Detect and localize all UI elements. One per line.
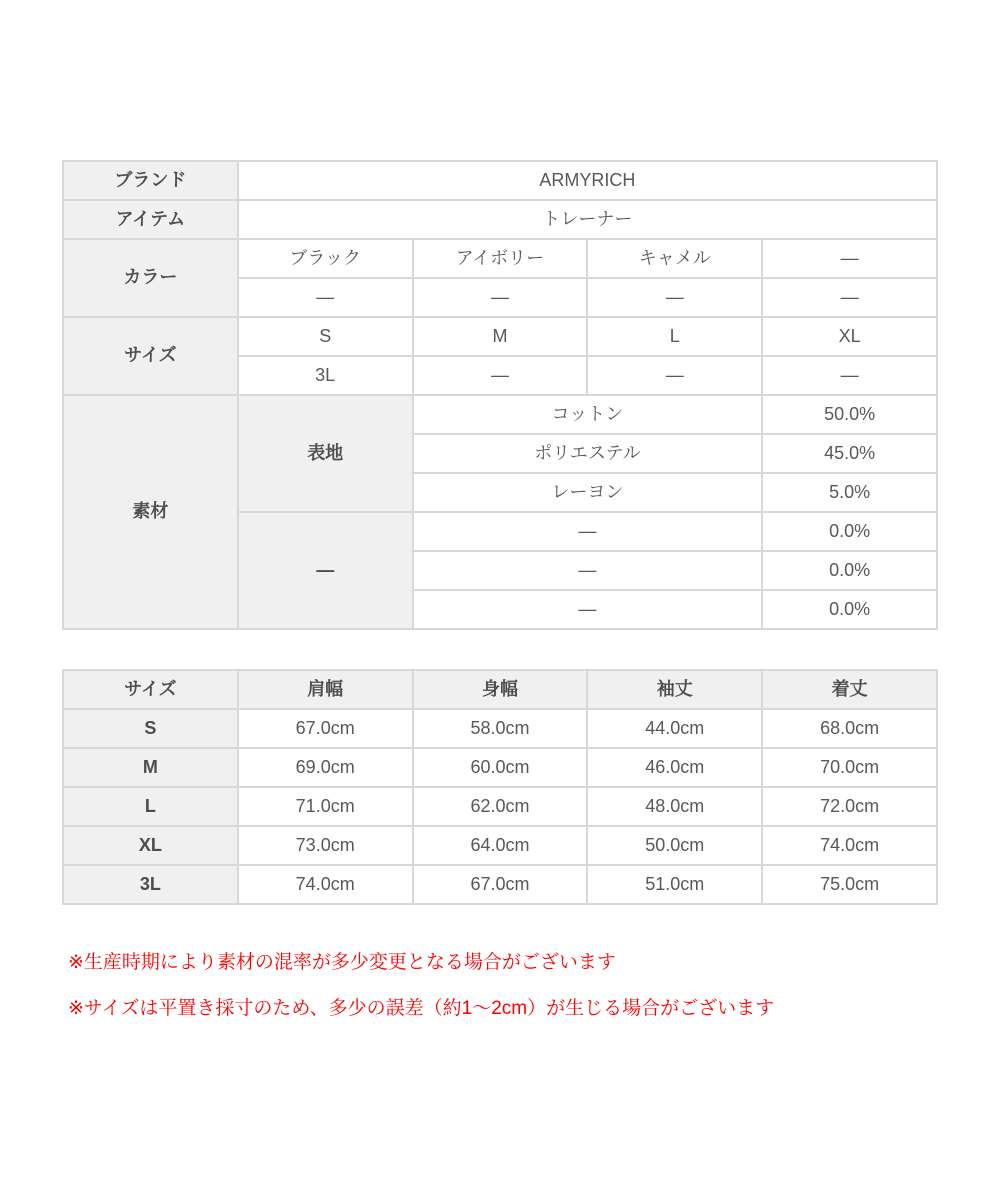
- measurement-cell: 51.0cm: [587, 865, 762, 904]
- measurement-cell: 71.0cm: [238, 787, 413, 826]
- product-spec-table: [62, 160, 938, 630]
- material-label-cell: 素材: [63, 395, 238, 629]
- table-row: [63, 709, 937, 748]
- measurement-cell: 50.0cm: [587, 826, 762, 865]
- color-option-cell: ブラック: [238, 239, 413, 278]
- material-percent-cell: 50.0%: [762, 395, 937, 434]
- disclaimer-notes: [62, 952, 938, 1021]
- size-name-cell: M: [63, 748, 238, 787]
- material-percent-cell: 0.0%: [762, 590, 937, 629]
- measurement-cell: 60.0cm: [413, 748, 588, 787]
- measurement-cell: 68.0cm: [762, 709, 937, 748]
- table-row: [63, 787, 937, 826]
- color-option-cell: —: [413, 278, 588, 317]
- color-option-cell: アイボリー: [413, 239, 588, 278]
- measurement-cell: 44.0cm: [587, 709, 762, 748]
- size-option-cell: —: [587, 356, 762, 395]
- table-row: [63, 748, 937, 787]
- color-option-cell: —: [587, 278, 762, 317]
- size-option-cell: 3L: [238, 356, 413, 395]
- product-spec-section: [62, 160, 938, 1044]
- material-percent-cell: 5.0%: [762, 473, 937, 512]
- size-name-cell: L: [63, 787, 238, 826]
- table-row: [63, 200, 937, 239]
- size-chart-header-cell: 着丈: [762, 670, 937, 709]
- measurement-cell: 74.0cm: [762, 826, 937, 865]
- material-name-cell: —: [413, 590, 763, 629]
- brand-label-cell: ブランド: [63, 161, 238, 200]
- note-material-variance: ※生産時期により素材の混率が多少変更となる場合がございます: [68, 952, 616, 973]
- table-row: [63, 865, 937, 904]
- material-percent-cell: 0.0%: [762, 512, 937, 551]
- material-name-cell: コットン: [413, 395, 763, 434]
- item-label-cell: アイテム: [63, 200, 238, 239]
- size-option-cell: M: [413, 317, 588, 356]
- brand-value-cell: ARMYRICH: [238, 161, 937, 200]
- measurement-cell: 69.0cm: [238, 748, 413, 787]
- material-name-cell: ポリエステル: [413, 434, 763, 473]
- material-name-cell: レーヨン: [413, 473, 763, 512]
- size-option-cell: S: [238, 317, 413, 356]
- table-row: [63, 395, 937, 434]
- measurement-cell: 48.0cm: [587, 787, 762, 826]
- table-row: [63, 826, 937, 865]
- size-option-cell: L: [587, 317, 762, 356]
- measurement-cell: 62.0cm: [413, 787, 588, 826]
- item-value-cell: トレーナー: [238, 200, 937, 239]
- size-name-cell: S: [63, 709, 238, 748]
- material-percent-cell: 45.0%: [762, 434, 937, 473]
- measurement-cell: 70.0cm: [762, 748, 937, 787]
- size-chart-table: [62, 669, 938, 905]
- measurement-cell: 67.0cm: [413, 865, 588, 904]
- size-option-cell: XL: [762, 317, 937, 356]
- material-part-cell: 表地: [238, 395, 413, 512]
- size-chart-header-row: [63, 670, 937, 709]
- size-chart-header-cell: 肩幅: [238, 670, 413, 709]
- size-name-cell: XL: [63, 826, 238, 865]
- size-name-cell: 3L: [63, 865, 238, 904]
- color-option-cell: —: [762, 239, 937, 278]
- size-label-cell: サイズ: [63, 317, 238, 395]
- measurement-cell: 75.0cm: [762, 865, 937, 904]
- size-chart-header-cell: 身幅: [413, 670, 588, 709]
- measurement-cell: 58.0cm: [413, 709, 588, 748]
- measurement-cell: 67.0cm: [238, 709, 413, 748]
- material-name-cell: —: [413, 551, 763, 590]
- size-chart-header-cell: 袖丈: [587, 670, 762, 709]
- color-option-cell: —: [238, 278, 413, 317]
- material-percent-cell: 0.0%: [762, 551, 937, 590]
- measurement-cell: 46.0cm: [587, 748, 762, 787]
- material-name-cell: —: [413, 512, 763, 551]
- material-part-cell: —: [238, 512, 413, 629]
- note-measurement-error: ※サイズは平置き採寸のため、多少の誤差（約1〜2cm）が生じる場合がございます: [68, 997, 775, 1019]
- color-option-cell: —: [762, 278, 937, 317]
- table-row: [63, 161, 937, 200]
- measurement-cell: 64.0cm: [413, 826, 588, 865]
- measurement-cell: 74.0cm: [238, 865, 413, 904]
- size-chart-section: [62, 669, 938, 905]
- table-row: [63, 239, 937, 278]
- measurement-cell: 72.0cm: [762, 787, 937, 826]
- color-label-cell: カラー: [63, 239, 238, 317]
- color-option-cell: キャメル: [587, 239, 762, 278]
- size-option-cell: —: [413, 356, 588, 395]
- size-option-cell: —: [762, 356, 937, 395]
- table-row: [63, 317, 937, 356]
- size-chart-header-cell: サイズ: [63, 670, 238, 709]
- measurement-cell: 73.0cm: [238, 826, 413, 865]
